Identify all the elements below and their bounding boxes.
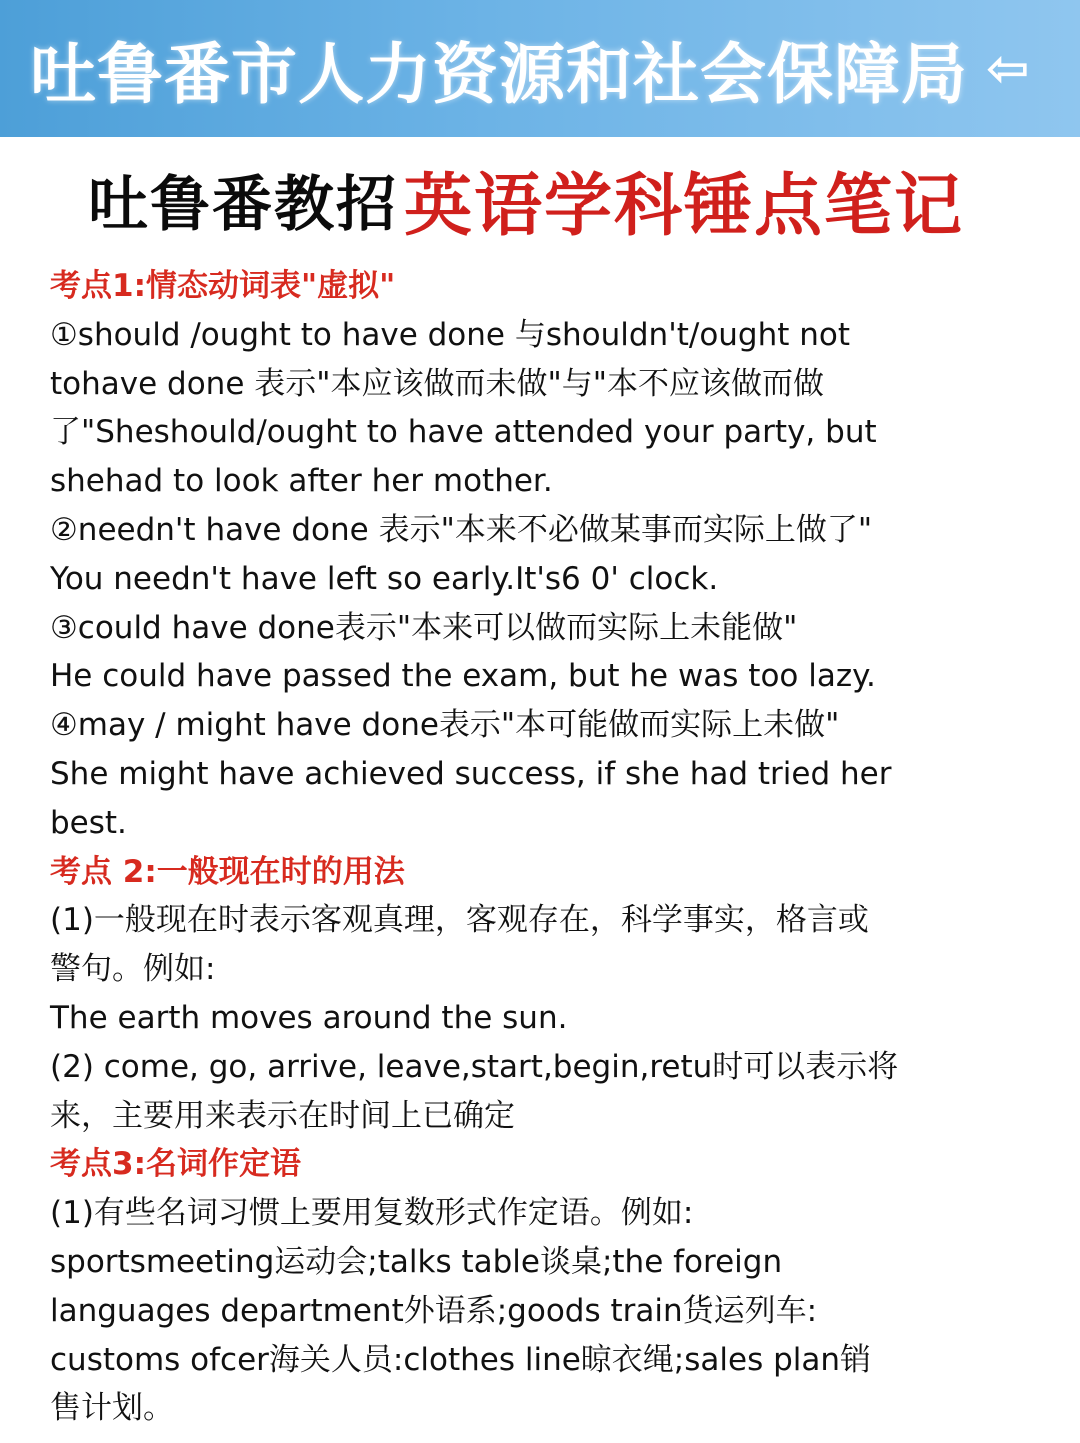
page-title-prefix: 吐鲁番教招 — [88, 170, 398, 240]
text-line: ③could have done表示"本来可以做而实际上未能做" — [50, 609, 798, 646]
page-title-highlight: 英语学科锤点笔记 — [404, 165, 965, 246]
text-line: She might have achieved success, if she had tried her — [50, 755, 892, 792]
text-line: (1)一般现在时表示客观真理，客观存在，科学事实，格言或 — [50, 902, 869, 939]
text-line: 警句。例如: — [50, 951, 216, 988]
text-line: tohave done 表示"本应该做而未做"与"本不应该做而做 — [50, 365, 825, 402]
text-line: 了"Sheshould/ought to have attended your party, but — [50, 414, 877, 451]
text-line: He could have passed the exam, but he was too lazy. — [50, 658, 876, 695]
left-arrow-icon: ⇦ — [986, 38, 1030, 99]
text-line: (2) come, go, arrive, leave,start,begin,retu时可以表示将 — [50, 1048, 899, 1085]
text-line: best. — [50, 804, 127, 841]
page-title — [88, 160, 965, 246]
text-line: (1)有些名词习惯上要用复数形式作定语。例如: — [50, 1195, 694, 1232]
banner-title: 吐鲁番市人力资源和社会保障局 — [30, 36, 968, 113]
text-line: sportsmeeting运动会;talks table谈桌;the foreign — [50, 1243, 783, 1280]
header-banner — [0, 0, 1080, 137]
section-heading-3: 考点3:名词作定语 — [50, 1146, 301, 1183]
text-line: ②needn't have done 表示"本来不必做某事而实际上做了" — [50, 511, 873, 548]
notes-content — [50, 262, 1060, 1433]
section-heading-1: 考点1:情态动词表"虚拟" — [50, 268, 396, 304]
text-line: languages department外语系;goods train货运列车: — [50, 1292, 818, 1329]
text-line: 售计划。 — [50, 1390, 174, 1427]
text-line: shehad to look after her mother. — [50, 463, 553, 500]
text-line: You needn't have left so early.It's6 0' clock. — [50, 560, 719, 597]
text-line: The earth moves around the sun. — [50, 999, 568, 1036]
section-heading-2: 考点 2:一般现在时的用法 — [50, 853, 405, 890]
text-line: 来，主要用来表示在时间上已确定 — [50, 1097, 515, 1134]
text-line: ①should /ought to have done 与shouldn't/ought not — [50, 316, 851, 353]
text-line: ④may / might have done表示"本可能做而实际上未做" — [50, 707, 840, 744]
text-line: customs ofcer海关人员:clothes line晾衣绳;sales plan销 — [50, 1341, 872, 1378]
